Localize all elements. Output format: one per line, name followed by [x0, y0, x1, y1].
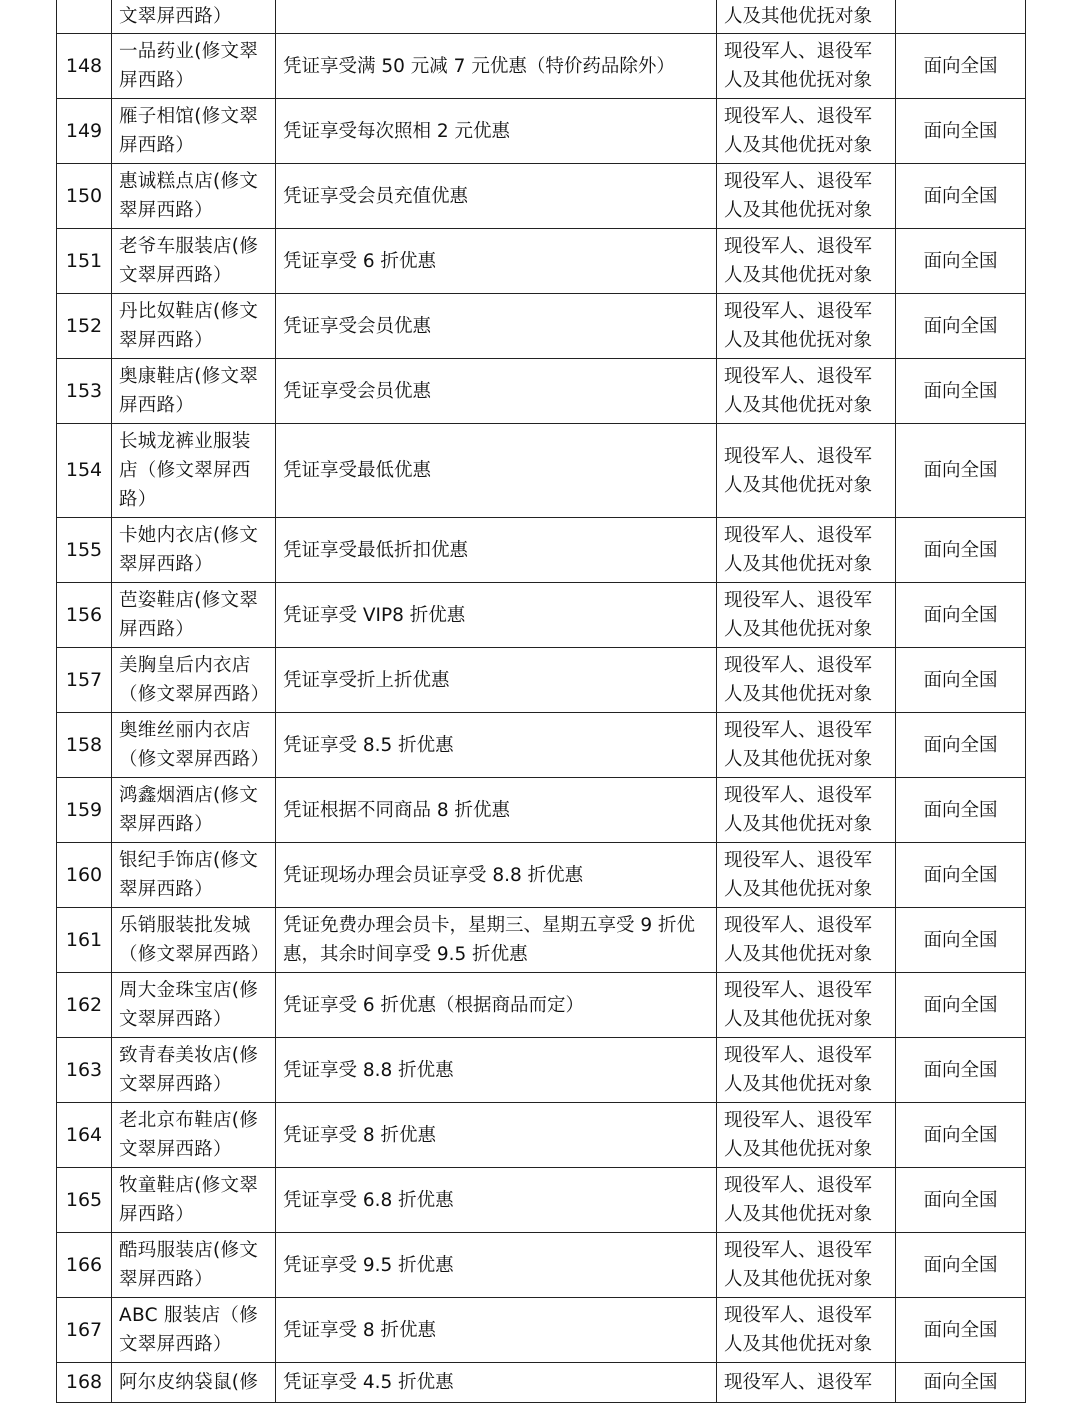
target-group-cell: 现役军人、退役军人及其他优抚对象	[717, 648, 896, 713]
scope-cell: 面向全国	[896, 34, 1026, 99]
table-row	[57, 99, 1026, 164]
scope-cell: 面向全国	[896, 1038, 1026, 1103]
scope-cell: 面向全国	[896, 778, 1026, 843]
row-number-cell: 157	[57, 648, 112, 713]
row-number-cell: 167	[57, 1298, 112, 1363]
scope-cell: 面向全国	[896, 164, 1026, 229]
row-number-cell: 151	[57, 229, 112, 294]
offer-cell: 凭证享受 4.5 折优惠	[276, 1363, 717, 1403]
merchant-name-cell: 奥维丝丽内衣店（修文翠屏西路）	[112, 713, 276, 778]
benefits-table-page	[56, 0, 1025, 1403]
offer-cell: 凭证享受每次照相 2 元优惠	[276, 99, 717, 164]
offer-cell: 凭证享受会员优惠	[276, 294, 717, 359]
table-body	[57, 0, 1026, 1403]
scope-cell: 面向全国	[896, 359, 1026, 424]
row-number-cell: 149	[57, 99, 112, 164]
scope-cell: 面向全国	[896, 424, 1026, 518]
scope-cell: 面向全国	[896, 713, 1026, 778]
merchant-name-cell: 周大金珠宝店(修文翠屏西路）	[112, 973, 276, 1038]
target-group-cell: 现役军人、退役军人及其他优抚对象	[717, 34, 896, 99]
table-row	[57, 294, 1026, 359]
target-group-cell: 现役军人、退役军人及其他优抚对象	[717, 1233, 896, 1298]
scope-cell: 面向全国	[896, 973, 1026, 1038]
scope-cell: 面向全国	[896, 1168, 1026, 1233]
scope-cell: 面向全国	[896, 648, 1026, 713]
table-row	[57, 359, 1026, 424]
table-row	[57, 1038, 1026, 1103]
scope-cell: 面向全国	[896, 1298, 1026, 1363]
scope-cell: 面向全国	[896, 1103, 1026, 1168]
target-group-cell: 现役军人、退役军人及其他优抚对象	[717, 294, 896, 359]
offer-cell: 凭证享受最低折扣优惠	[276, 518, 717, 583]
row-number-cell: 162	[57, 973, 112, 1038]
table-row	[57, 908, 1026, 973]
scope-cell: 面向全国	[896, 843, 1026, 908]
merchant-name-cell: 老北京布鞋店(修文翠屏西路）	[112, 1103, 276, 1168]
row-number-cell: 150	[57, 164, 112, 229]
table-row	[57, 1168, 1026, 1233]
offer-cell: 凭证享受会员优惠	[276, 359, 717, 424]
target-group-cell: 现役军人、退役军人及其他优抚对象	[717, 973, 896, 1038]
table-row-continued	[57, 0, 1026, 34]
merchant-name-cell: 文翠屏西路）	[112, 0, 276, 34]
scope-cell: 面向全国	[896, 1233, 1026, 1298]
merchant-name-cell: 银纪手饰店(修文翠屏西路）	[112, 843, 276, 908]
scope-cell: 面向全国	[896, 908, 1026, 973]
merchant-name-cell: 阿尔皮纳袋鼠(修	[112, 1363, 276, 1403]
offer-cell: 凭证享受 8 折优惠	[276, 1103, 717, 1168]
row-number-cell: 155	[57, 518, 112, 583]
row-number-cell: 163	[57, 1038, 112, 1103]
table-row	[57, 648, 1026, 713]
offer-cell	[276, 0, 717, 34]
offer-cell: 凭证享受 8.5 折优惠	[276, 713, 717, 778]
target-group-cell: 现役军人、退役军人及其他优抚对象	[717, 1168, 896, 1233]
table-row	[57, 34, 1026, 99]
merchant-name-cell: 一品药业(修文翠屏西路）	[112, 34, 276, 99]
merchant-name-cell: 乐销服装批发城（修文翠屏西路）	[112, 908, 276, 973]
table-row-partial	[57, 1363, 1026, 1403]
offer-cell: 凭证享受折上折优惠	[276, 648, 717, 713]
target-group-cell: 人及其他优抚对象	[717, 0, 896, 34]
target-group-cell: 现役军人、退役军人及其他优抚对象	[717, 99, 896, 164]
table-row	[57, 713, 1026, 778]
target-group-cell: 现役军人、退役军人及其他优抚对象	[717, 908, 896, 973]
merchant-name-cell: 牧童鞋店(修文翠屏西路）	[112, 1168, 276, 1233]
row-number-cell	[57, 0, 112, 34]
scope-cell: 面向全国	[896, 583, 1026, 648]
merchant-name-cell: 卡她内衣店(修文翠屏西路）	[112, 518, 276, 583]
offer-cell: 凭证免费办理会员卡，星期三、星期五享受 9 折优惠，其余时间享受 9.5 折优惠	[276, 908, 717, 973]
table-row	[57, 229, 1026, 294]
table-row	[57, 973, 1026, 1038]
row-number-cell: 158	[57, 713, 112, 778]
merchant-name-cell: 雁子相馆(修文翠屏西路）	[112, 99, 276, 164]
target-group-cell: 现役军人、退役军人及其他优抚对象	[717, 229, 896, 294]
merchant-name-cell: 长城龙裤业服装店（修文翠屏西路）	[112, 424, 276, 518]
scope-cell: 面向全国	[896, 229, 1026, 294]
table-row	[57, 424, 1026, 518]
target-group-cell: 现役军人、退役军人及其他优抚对象	[717, 713, 896, 778]
table-row	[57, 583, 1026, 648]
table-row	[57, 1298, 1026, 1363]
table-row	[57, 518, 1026, 583]
row-number-cell: 168	[57, 1363, 112, 1403]
offer-cell: 凭证享受 8 折优惠	[276, 1298, 717, 1363]
offer-cell: 凭证享受 9.5 折优惠	[276, 1233, 717, 1298]
offer-cell: 凭证享受最低优惠	[276, 424, 717, 518]
merchant-benefits-table	[56, 0, 1026, 1403]
offer-cell: 凭证享受会员充值优惠	[276, 164, 717, 229]
merchant-name-cell: 鸿鑫烟酒店(修文翠屏西路）	[112, 778, 276, 843]
table-row	[57, 1233, 1026, 1298]
offer-cell: 凭证享受 6 折优惠	[276, 229, 717, 294]
merchant-name-cell: ABC 服装店（修文翠屏西路）	[112, 1298, 276, 1363]
scope-cell: 面向全国	[896, 99, 1026, 164]
row-number-cell: 154	[57, 424, 112, 518]
table-row	[57, 164, 1026, 229]
offer-cell: 凭证根据不同商品 8 折优惠	[276, 778, 717, 843]
merchant-name-cell: 老爷车服装店(修文翠屏西路）	[112, 229, 276, 294]
merchant-name-cell: 奥康鞋店(修文翠屏西路）	[112, 359, 276, 424]
target-group-cell: 现役军人、退役军人及其他优抚对象	[717, 164, 896, 229]
row-number-cell: 160	[57, 843, 112, 908]
table-row	[57, 843, 1026, 908]
row-number-cell: 164	[57, 1103, 112, 1168]
row-number-cell: 156	[57, 583, 112, 648]
merchant-name-cell: 美胸皇后内衣店（修文翠屏西路）	[112, 648, 276, 713]
merchant-name-cell: 致青春美妆店(修文翠屏西路）	[112, 1038, 276, 1103]
target-group-cell: 现役军人、退役军人及其他优抚对象	[717, 583, 896, 648]
target-group-cell: 现役军人、退役军人及其他优抚对象	[717, 1298, 896, 1363]
offer-cell: 凭证享受满 50 元减 7 元优惠（特价药品除外）	[276, 34, 717, 99]
merchant-name-cell: 酷玛服装店(修文翠屏西路）	[112, 1233, 276, 1298]
target-group-cell: 现役军人、退役军	[717, 1363, 896, 1403]
scope-cell: 面向全国	[896, 1363, 1026, 1403]
offer-cell: 凭证享受 8.8 折优惠	[276, 1038, 717, 1103]
target-group-cell: 现役军人、退役军人及其他优抚对象	[717, 1038, 896, 1103]
target-group-cell: 现役军人、退役军人及其他优抚对象	[717, 359, 896, 424]
target-group-cell: 现役军人、退役军人及其他优抚对象	[717, 843, 896, 908]
offer-cell: 凭证享受 VIP8 折优惠	[276, 583, 717, 648]
row-number-cell: 159	[57, 778, 112, 843]
table-row	[57, 1103, 1026, 1168]
target-group-cell: 现役军人、退役军人及其他优抚对象	[717, 1103, 896, 1168]
target-group-cell: 现役军人、退役军人及其他优抚对象	[717, 424, 896, 518]
merchant-name-cell: 丹比奴鞋店(修文翠屏西路）	[112, 294, 276, 359]
scope-cell: 面向全国	[896, 294, 1026, 359]
merchant-name-cell: 芭姿鞋店(修文翠屏西路）	[112, 583, 276, 648]
offer-cell: 凭证现场办理会员证享受 8.8 折优惠	[276, 843, 717, 908]
scope-cell	[896, 0, 1026, 34]
row-number-cell: 153	[57, 359, 112, 424]
target-group-cell: 现役军人、退役军人及其他优抚对象	[717, 518, 896, 583]
row-number-cell: 152	[57, 294, 112, 359]
scope-cell: 面向全国	[896, 518, 1026, 583]
offer-cell: 凭证享受 6 折优惠（根据商品而定）	[276, 973, 717, 1038]
merchant-name-cell: 惠诚糕点店(修文翠屏西路）	[112, 164, 276, 229]
offer-cell: 凭证享受 6.8 折优惠	[276, 1168, 717, 1233]
row-number-cell: 148	[57, 34, 112, 99]
table-row	[57, 778, 1026, 843]
row-number-cell: 166	[57, 1233, 112, 1298]
row-number-cell: 165	[57, 1168, 112, 1233]
target-group-cell: 现役军人、退役军人及其他优抚对象	[717, 778, 896, 843]
row-number-cell: 161	[57, 908, 112, 973]
